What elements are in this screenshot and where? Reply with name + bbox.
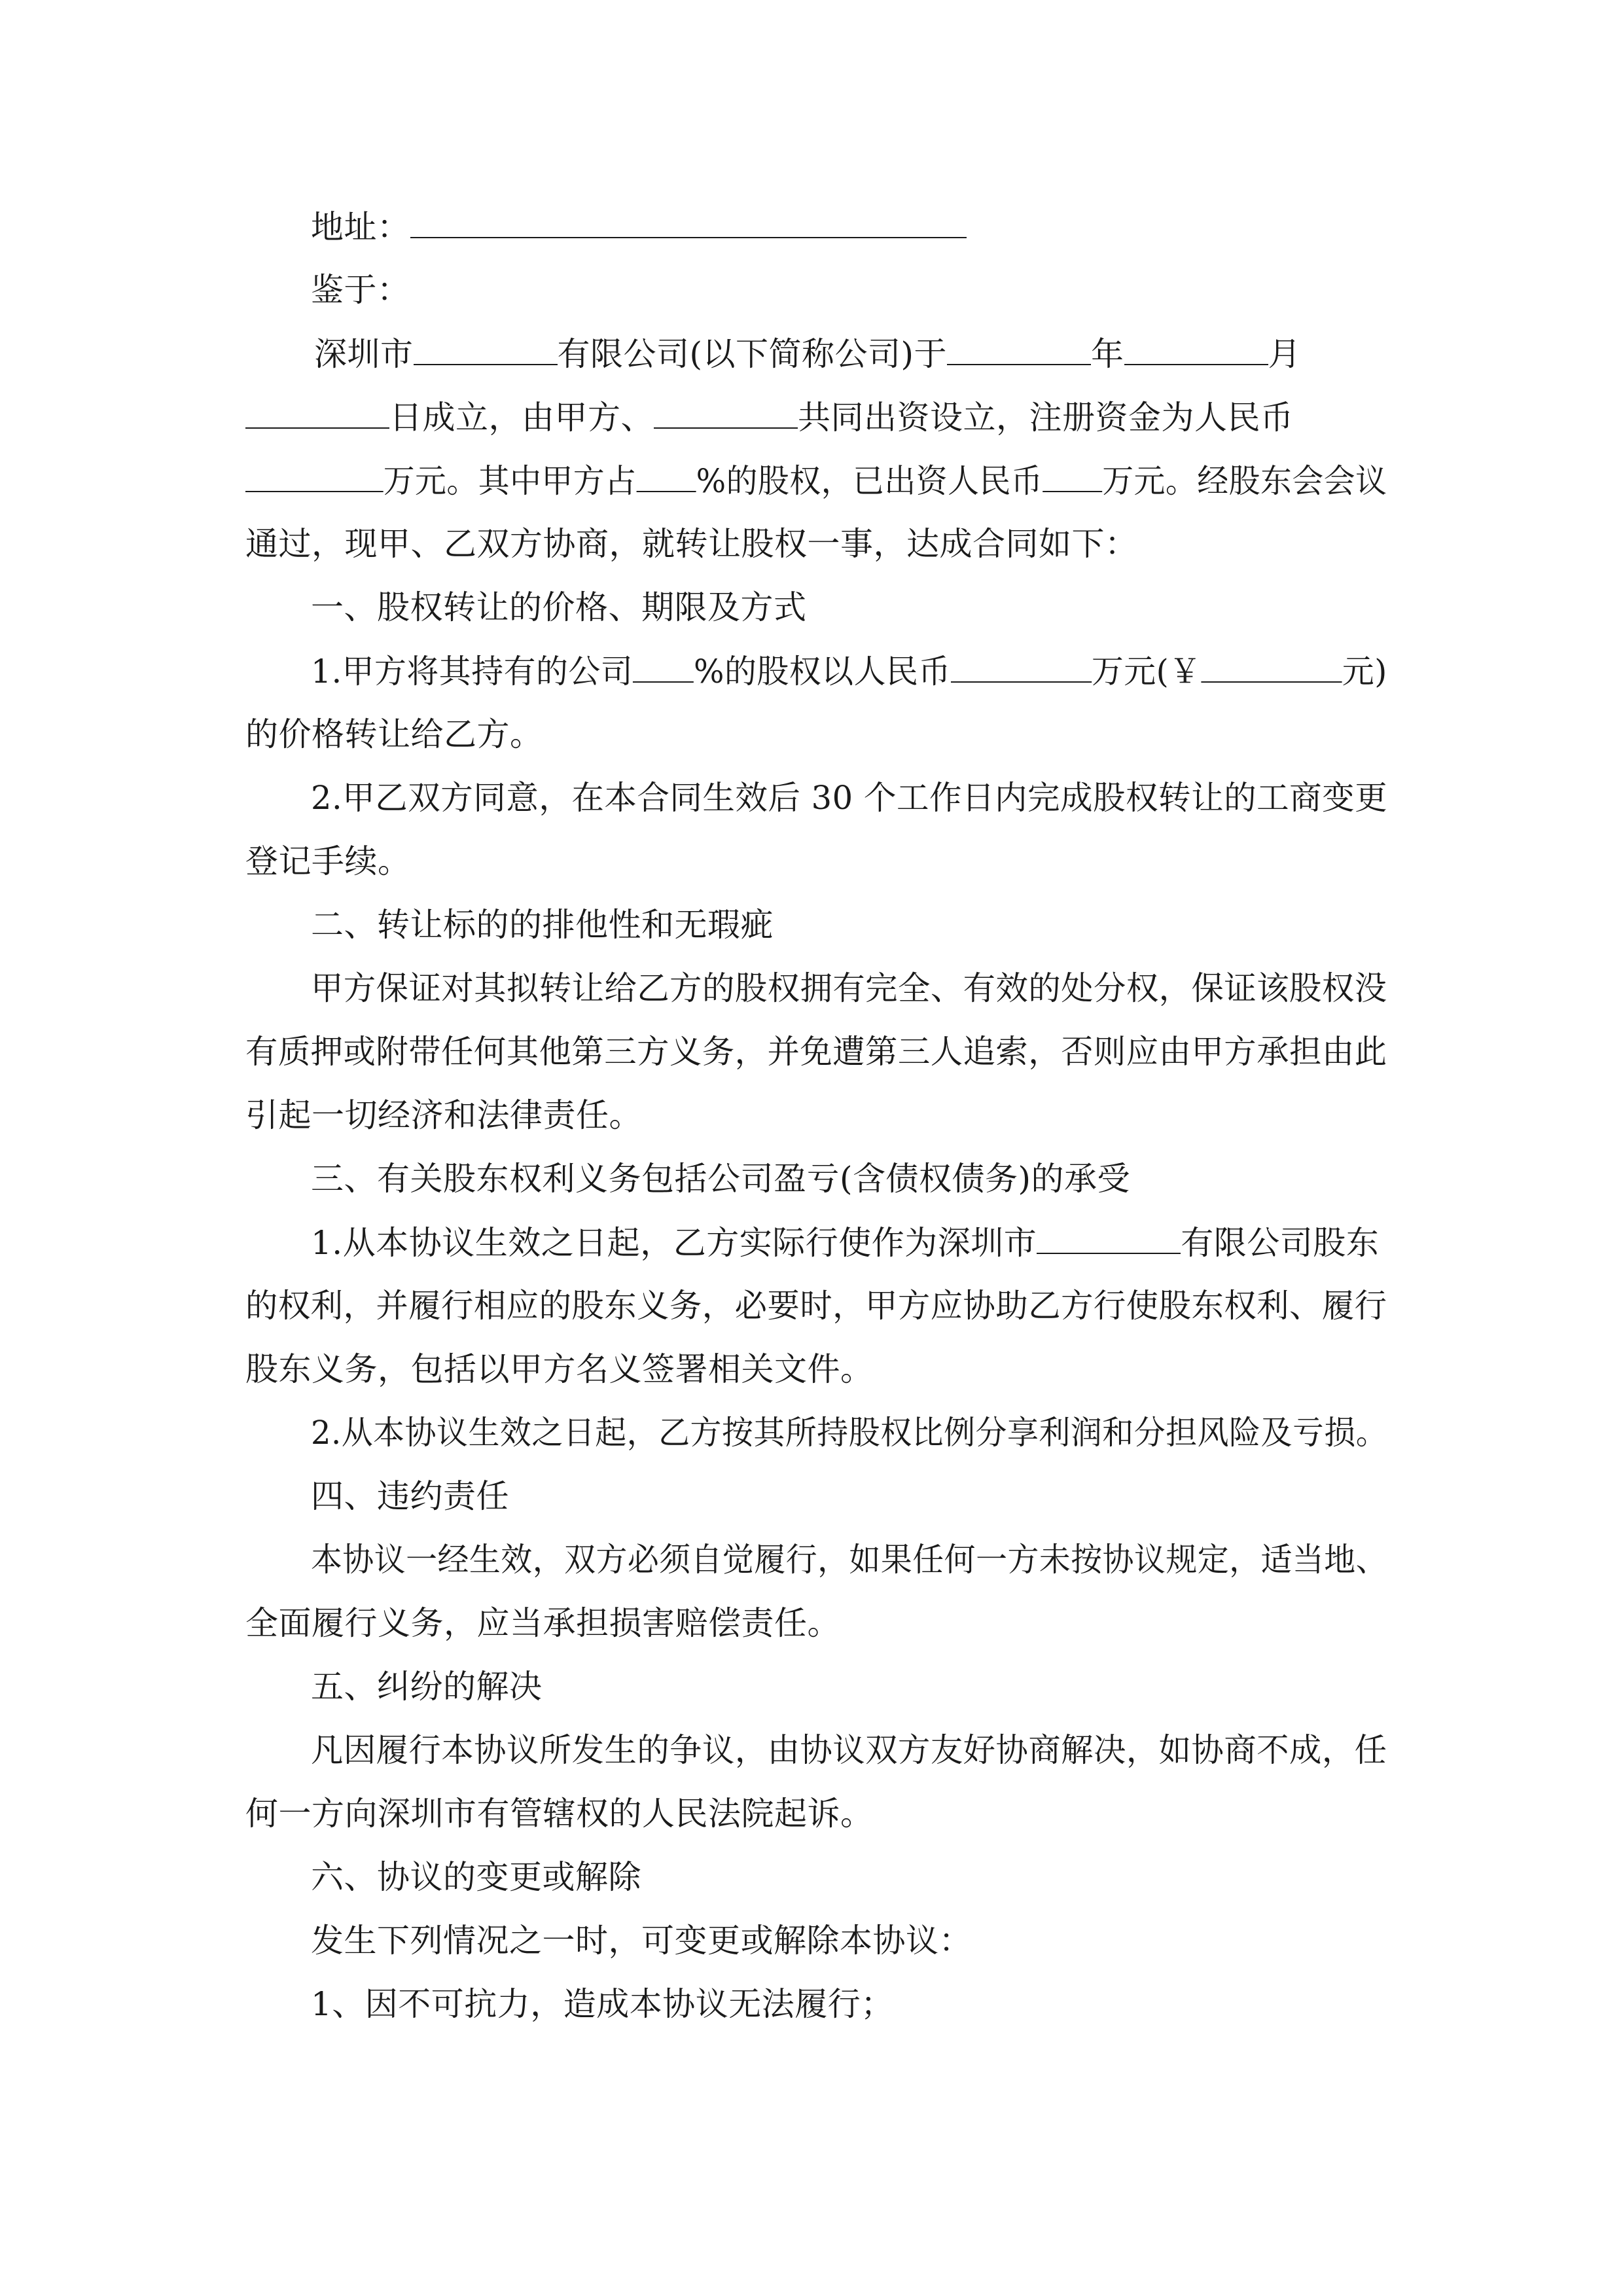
month-blank [1124,334,1268,365]
paid-blank [1043,461,1102,492]
transfer-percent-blank [633,651,694,683]
section5-title: 五、纠纷的解决 [311,1668,543,1706]
text: 万元(￥ [1091,653,1202,691]
s1-item1-line2: 的价格转让给乙方。 [245,715,543,753]
capital-blank [245,461,383,492]
s2-line1: 甲方保证对其拟转让给乙方的股权拥有完全、有效的处分权，保证该股权没 [311,969,1387,1007]
s5-line2: 何一方向深圳市有管辖权的人民法院起诉。 [245,1795,874,1833]
text: 共同出资设立，注册资金为人民币 [798,399,1294,437]
text: 有限公司(以下简称公司)于 [557,335,948,373]
s2-line3: 引起一切经济和法律责任。 [245,1096,642,1134]
section1-title: 一、股权转让的价格、期限及方式 [311,588,807,626]
s5-line1: 凡因履行本协议所发生的争议，由协议双方友好协商解决，如协商不成，任 [311,1731,1387,1769]
year-blank [947,334,1091,365]
company-name-blank [414,334,558,365]
address-blank [410,207,967,238]
text: %的股权以人民币 [694,653,951,691]
text: 日成立，由甲方、 [389,399,654,437]
address-line [311,207,967,247]
s3-item2: 2.从本协议生效之日起，乙方按其所持股权比例分享利润和分担风险及亏损。 [311,1414,1388,1452]
para1-line2 [245,397,1294,437]
text: 1.甲方将其持有的公司 [311,653,633,691]
day-blank [245,397,389,429]
text: 1.从本协议生效之日起，乙方实际行使作为深圳市 [311,1224,1037,1262]
whereas-label: 鉴于： [311,271,410,309]
s4-line2: 全面履行义务，应当承担损害赔偿责任。 [245,1604,840,1642]
s2-line2: 有质押或附带任何其他第三方义务，并免遭第三人追索，否则应由甲方承担由此 [245,1033,1387,1071]
text: 有限公司股东 [1181,1224,1380,1262]
text: 万元。其中甲方占 [383,462,637,500]
para1-line4: 通过，现甲、乙双方协商，就转让股权一事，达成合同如下： [245,525,1138,563]
text: 深圳市 [314,335,414,373]
s3-item1-line2: 的权利，并履行相应的股东义务，必要时，甲方应协助乙方行使股东权利、履行 [245,1287,1387,1325]
section4-title: 四、违约责任 [311,1477,509,1515]
s1-item1-line1 [311,651,1387,691]
partner-blank [654,397,798,429]
s6-item1: 1、因不可抗力，造成本协议无法履行； [311,1985,894,2023]
para1-line1 [314,334,1301,374]
address-label: 地址： [311,208,410,246]
s4-line1: 本协议一经生效，双方必须自觉履行，如果任何一方未按协议规定，适当地、 [311,1541,1388,1579]
s1-item2-line2: 登记手续。 [245,842,411,880]
s1-item2-line1: 2.甲乙双方同意，在本合同生效后 30 个工作日内完成股权转让的工商变更 [311,779,1388,817]
price-figure-blank [1202,651,1342,683]
percent-blank [637,461,696,492]
text: 万元。经股东会会议 [1102,462,1387,500]
text: 元) [1342,653,1387,691]
s3-item1-line3: 股东义务，包括以甲方名义签署相关文件。 [245,1350,874,1388]
section2-title: 二、转让标的的排他性和无瑕疵 [311,906,774,944]
section6-title: 六、协议的变更或解除 [311,1858,641,1896]
text: 年 [1091,335,1124,373]
price-blank [951,651,1092,683]
company-name-blank-2 [1037,1223,1181,1254]
section3-title: 三、有关股东权利义务包括公司盈亏(含债权债务)的承受 [311,1160,1131,1198]
text: %的股权，已出资人民币 [696,462,1043,500]
s6-line1: 发生下列情况之一时，可变更或解除本协议： [311,1922,972,1960]
para1-line3 [245,461,1387,501]
text: 月 [1268,335,1302,373]
s3-item1-line1 [311,1223,1379,1263]
